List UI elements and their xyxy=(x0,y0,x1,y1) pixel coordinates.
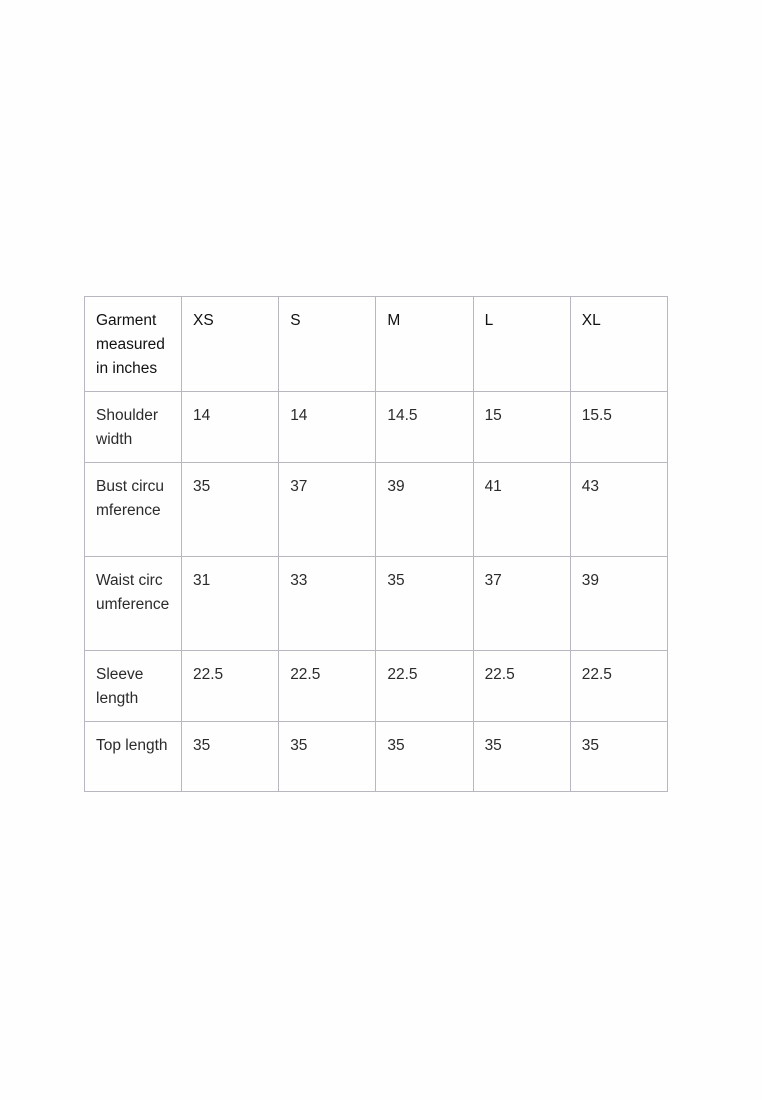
row-label-bust-circumference: Bust circumference xyxy=(85,463,182,557)
size-header-xl: XL xyxy=(570,297,667,392)
table-cell: 41 xyxy=(473,463,570,557)
table-cell: 22.5 xyxy=(279,651,376,722)
row-label-shoulder-width: Shoulder width xyxy=(85,392,182,463)
size-header-xs: XS xyxy=(182,297,279,392)
table-cell: 35 xyxy=(182,722,279,792)
table-cell: 22.5 xyxy=(473,651,570,722)
table-cell: 39 xyxy=(570,557,667,651)
table-row xyxy=(85,557,668,651)
table-cell: 35 xyxy=(182,463,279,557)
table-header-row xyxy=(85,297,668,392)
size-header-s: S xyxy=(279,297,376,392)
table-cell: 35 xyxy=(376,722,473,792)
table-cell: 14.5 xyxy=(376,392,473,463)
table-cell: 35 xyxy=(473,722,570,792)
table-cell: 35 xyxy=(376,557,473,651)
table-cell: 37 xyxy=(473,557,570,651)
table-row xyxy=(85,722,668,792)
table-cell: 37 xyxy=(279,463,376,557)
row-label-top-length: Top length xyxy=(85,722,182,792)
row-label-waist-circumference: Waist circumference xyxy=(85,557,182,651)
table-cell: 35 xyxy=(570,722,667,792)
table-cell: 22.5 xyxy=(376,651,473,722)
table-cell: 35 xyxy=(279,722,376,792)
table-cell: 15 xyxy=(473,392,570,463)
table-row xyxy=(85,651,668,722)
table-row xyxy=(85,392,668,463)
size-chart-table xyxy=(84,296,668,792)
table-cell: 43 xyxy=(570,463,667,557)
table-cell: 15.5 xyxy=(570,392,667,463)
table-cell: 14 xyxy=(182,392,279,463)
size-header-l: L xyxy=(473,297,570,392)
row-label-sleeve-length: Sleeve length xyxy=(85,651,182,722)
table-cell: 14 xyxy=(279,392,376,463)
corner-label: Garment measured in inches xyxy=(85,297,182,392)
table-cell: 22.5 xyxy=(182,651,279,722)
table-cell: 33 xyxy=(279,557,376,651)
table-cell: 39 xyxy=(376,463,473,557)
table-row xyxy=(85,463,668,557)
table-cell: 31 xyxy=(182,557,279,651)
size-header-m: M xyxy=(376,297,473,392)
table-cell: 22.5 xyxy=(570,651,667,722)
